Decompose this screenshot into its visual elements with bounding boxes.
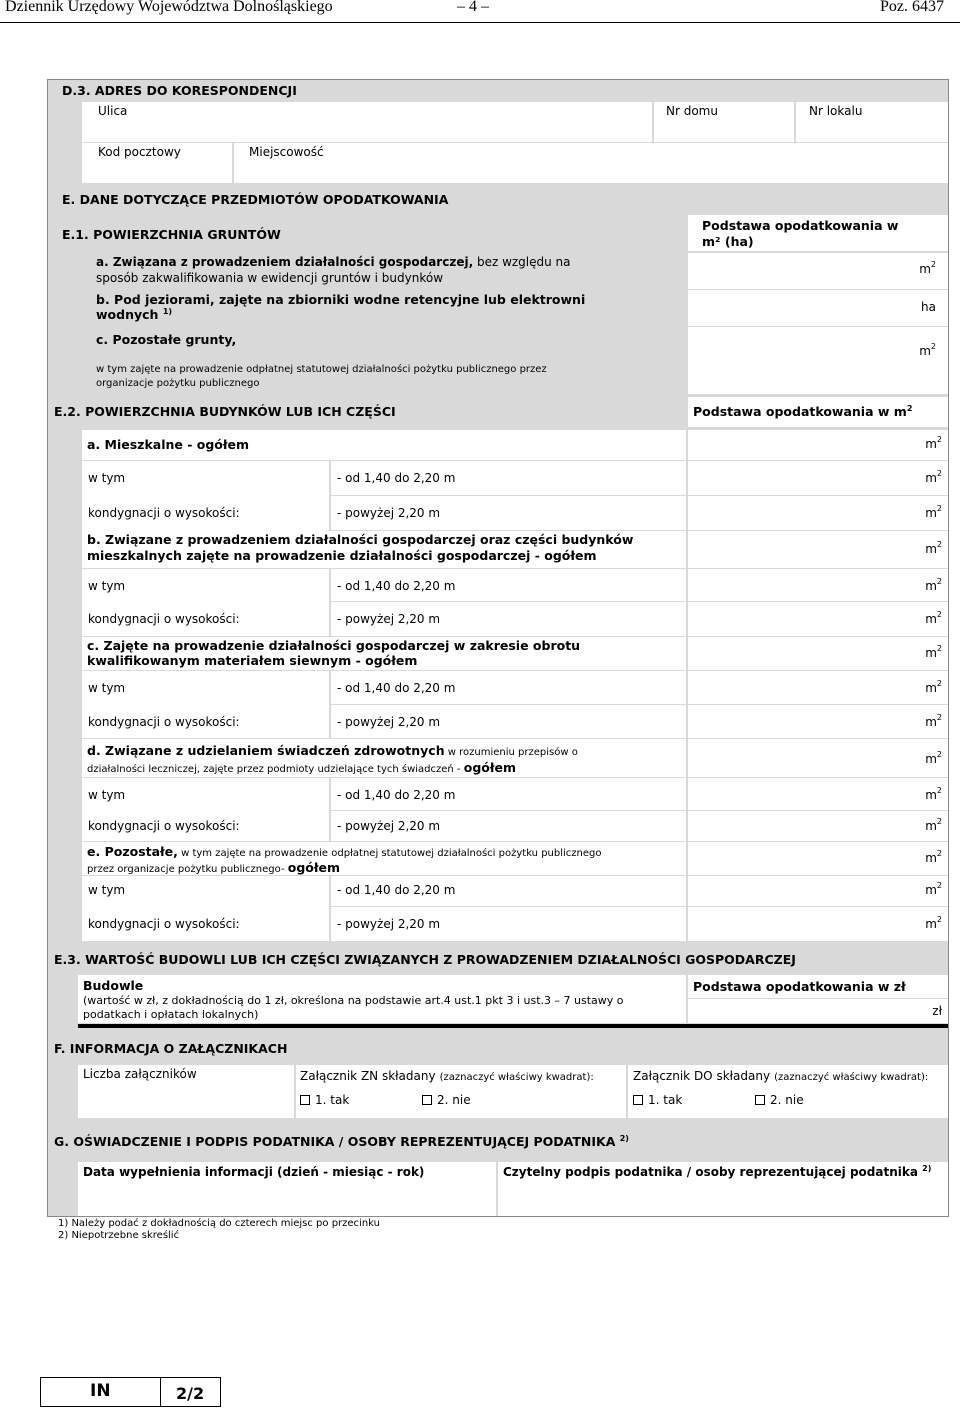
e2-a-storeys: kondygnacji o wysokości: [88, 506, 240, 520]
e2-d-h2-unit: $m^2$ [925, 817, 942, 833]
e1-b-line1: b. Pod jeziorami, zajęte na zbiorniki wodne retencyjne lub elektrowni [96, 292, 586, 307]
e2-c-storeys: kondygnacji o wysokości: [88, 715, 240, 729]
apartment-number-label: Nr lokalu [809, 104, 863, 118]
e2-d-unit: $m^2$ [925, 750, 942, 766]
form-page: 2/2 [176, 1384, 205, 1403]
e2-e-line1: e. Pozostałe, w tym zajęte na prowadzenie odpłatnej statutowej działalności pożytku publicznego [87, 844, 602, 859]
journal-title: Dziennik Urzędowy Województwa Dolnośląskiego [5, 0, 333, 15]
do-label: Załącznik DO składany (zaznaczyć właściwy kwadrat): [633, 1069, 929, 1083]
e2-a-h2: - powyżej 2,20 m [337, 506, 441, 520]
section-d3-title: D.3. ADRES DO KORESPONDENCJI [62, 83, 297, 98]
e2-e-h2: - powyżej 2,20 m [337, 917, 441, 931]
e2-b-h2: - powyżej 2,20 m [337, 612, 441, 626]
section-e2-title: E.2. POWIERZCHNIA BUDYNKÓW LUB ICH CZĘŚCI [54, 404, 396, 419]
e2-b-line1: b. Związane z prowadzeniem działalności gospodarczej oraz części budynków [87, 532, 634, 547]
e2-d-line1: d. Związane z udzielaniem świadczeń zdrowotnych w rozumieniu przepisów o [87, 743, 578, 758]
city-label: Miejscowość [249, 145, 324, 159]
footnote-2: 2) Niepotrzebne skreślić [58, 1230, 180, 1241]
e1-a-unit: $m^2$ [919, 260, 936, 276]
section-e3-title: E.3. WARTOŚĆ BUDOWLI LUB ICH CZĘŚCI ZWIĄZANYCH Z PROWADZENIEM DZIAŁALNOŚCI GOSPODARCZEJ [54, 952, 796, 967]
e2-a-h2-unit: $m^2$ [925, 504, 942, 520]
e1-c-title: c. Pozostałe grunty, [96, 332, 237, 347]
e2-a-unit: $m^2$ [925, 435, 942, 451]
do-yes-option[interactable]: 1. tak [633, 1093, 682, 1108]
e1-b-unit: ha [921, 300, 936, 314]
zn-yes-option[interactable]: 1. tak [300, 1093, 349, 1108]
checkbox-icon[interactable] [755, 1095, 765, 1105]
e2-b-h2-unit: $m^2$ [925, 610, 942, 626]
e2-d-h1-unit: $m^2$ [925, 786, 942, 802]
section-e-title: E. DANE DOTYCZĄCE PRZEDMIOTÓW OPODATKOWANIA [62, 192, 449, 207]
e2-c-line2: kwalifikowanym materiałem siewnym - ogółem [87, 653, 418, 668]
e2-b-h1: - od 1,40 do 2,20 m [337, 579, 456, 593]
e1-c-unit: $m^2$ [919, 342, 936, 358]
e2-a-h1-unit: $m^2$ [925, 469, 942, 485]
street-field[interactable] [82, 102, 652, 142]
checkbox-icon[interactable] [300, 1095, 310, 1105]
e1-a-line2: sposób zakwalifikowania w ewidencji gruntów i budynków [96, 271, 444, 285]
e3-unit: zł [932, 1004, 942, 1018]
signature-label: Czytelny podpis podatnika / osoby reprezentującej podatnika $^{2)}$ [503, 1164, 932, 1179]
page-number: – 4 – [457, 0, 489, 15]
e2-b-line2: mieszkalnych zajęte na prowadzenie działalności gospodarczej - ogółem [87, 548, 597, 563]
zn-label: Załącznik ZN składany (zaznaczyć właściwy kwadrat): [300, 1069, 594, 1083]
section-g-title: G. OŚWIADCZENIE I PODPIS PODATNIKA / OSOBY REPREZENTUJĄCEJ PODATNIKA $^{2)}$ [54, 1133, 629, 1149]
e2-c-line1: c. Zajęte na prowadzenie działalności gospodarczej w zakresie obrotu [87, 638, 581, 653]
e3-note-line2: podatkach i opłatach lokalnych) [83, 1008, 259, 1021]
e2-b-in-which: w tym [88, 579, 126, 593]
e2-c-h2-unit: $m^2$ [925, 713, 942, 729]
e2-e-storeys: kondygnacji o wysokości: [88, 917, 240, 931]
e2-e-h2-unit: $m^2$ [925, 915, 942, 931]
e1-c-input[interactable] [688, 327, 948, 394]
e2-d-storeys: kondygnacji o wysokości: [88, 819, 240, 833]
header-rule [0, 22, 960, 23]
e3-basis-label: Podstawa opodatkowania w zł [693, 979, 906, 994]
e2-c-h1-unit: $m^2$ [925, 679, 942, 695]
e2-b-h1-unit: $m^2$ [925, 577, 942, 593]
section-f-title: F. INFORMACJA O ZAŁĄCZNIKACH [54, 1041, 288, 1056]
e2-a-h1: - od 1,40 do 2,20 m [337, 471, 456, 485]
e2-b-unit: $m^2$ [925, 540, 942, 556]
footnote-1: 1) Należy podać z dokładnością do czterech miejsc po przecinku [58, 1218, 380, 1229]
e2-b-storeys: kondygnacji o wysokości: [88, 612, 240, 626]
do-no-option[interactable]: 2. nie [755, 1093, 804, 1108]
section-e1-title: E.1. POWIERZCHNIA GRUNTÓW [62, 227, 281, 242]
e2-d-h2: - powyżej 2,20 m [337, 819, 441, 833]
e2-d-h1: - od 1,40 do 2,20 m [337, 788, 456, 802]
date-label: Data wypełnienia informacji (dzień - miesiąc - rok) [83, 1165, 425, 1179]
postal-code-label: Kod pocztowy [98, 145, 181, 159]
e1-b-line2: wodnych $^{1)}$ [96, 306, 173, 322]
e2-e-h1: - od 1,40 do 2,20 m [337, 883, 456, 897]
e2-e-line2: przez organizacje pożytku publicznego- ogółem [87, 860, 341, 875]
e1-c-line3: organizacje pożytku publicznego [96, 378, 260, 389]
e2-basis-label: Podstawa opodatkowania w $m^2$ [693, 403, 913, 419]
street-label: Ulica [98, 104, 128, 118]
e3-note-line1: (wartość w zł, z dokładnością do 1 zł, określona na podstawie art.4 ust.1 pkt 3 i ust.3 – 7 ustawy o [83, 994, 624, 1007]
e2-a-label: a. Mieszkalne - ogółem [87, 437, 250, 452]
e2-c-h1: - od 1,40 do 2,20 m [337, 681, 456, 695]
e2-d-line2: działalności leczniczej, zajęte przez podmioty udzielające tych świadczeń - ogółem [87, 760, 516, 775]
e2-c-h2: - powyżej 2,20 m [337, 715, 441, 729]
checkbox-icon[interactable] [633, 1095, 643, 1105]
position-number: Poz. 6437 [880, 0, 944, 15]
e2-e-unit: $m^2$ [925, 849, 942, 865]
e2-a-in-which: w tym [88, 471, 126, 485]
e1-a-line1: a. Związana z prowadzeniem działalności gospodarczej, bez względu na [96, 255, 571, 269]
e1-basis-line1: Podstawa opodatkowania w [702, 218, 899, 233]
e3-bottom-rule [78, 1024, 948, 1028]
house-number-label: Nr domu [666, 104, 718, 118]
e1-basis-line2: m² (ha) [702, 234, 754, 249]
e1-c-line2: w tym zajęte na prowadzenie odpłatnej statutowej działalności pożytku publicznego przez [96, 364, 547, 375]
e2-c-in-which: w tym [88, 681, 126, 695]
e3-structures-label: Budowle [83, 978, 144, 993]
checkbox-icon[interactable] [422, 1095, 432, 1105]
form-code: IN [90, 1381, 111, 1401]
city-field[interactable] [234, 143, 948, 183]
attachment-count-label: Liczba załączników [83, 1067, 197, 1081]
e2-e-in-which: w tym [88, 883, 126, 897]
e2-e-h1-unit: $m^2$ [925, 881, 942, 897]
e2-d-in-which: w tym [88, 788, 126, 802]
e2-c-unit: $m^2$ [925, 644, 942, 660]
zn-no-option[interactable]: 2. nie [422, 1093, 471, 1108]
